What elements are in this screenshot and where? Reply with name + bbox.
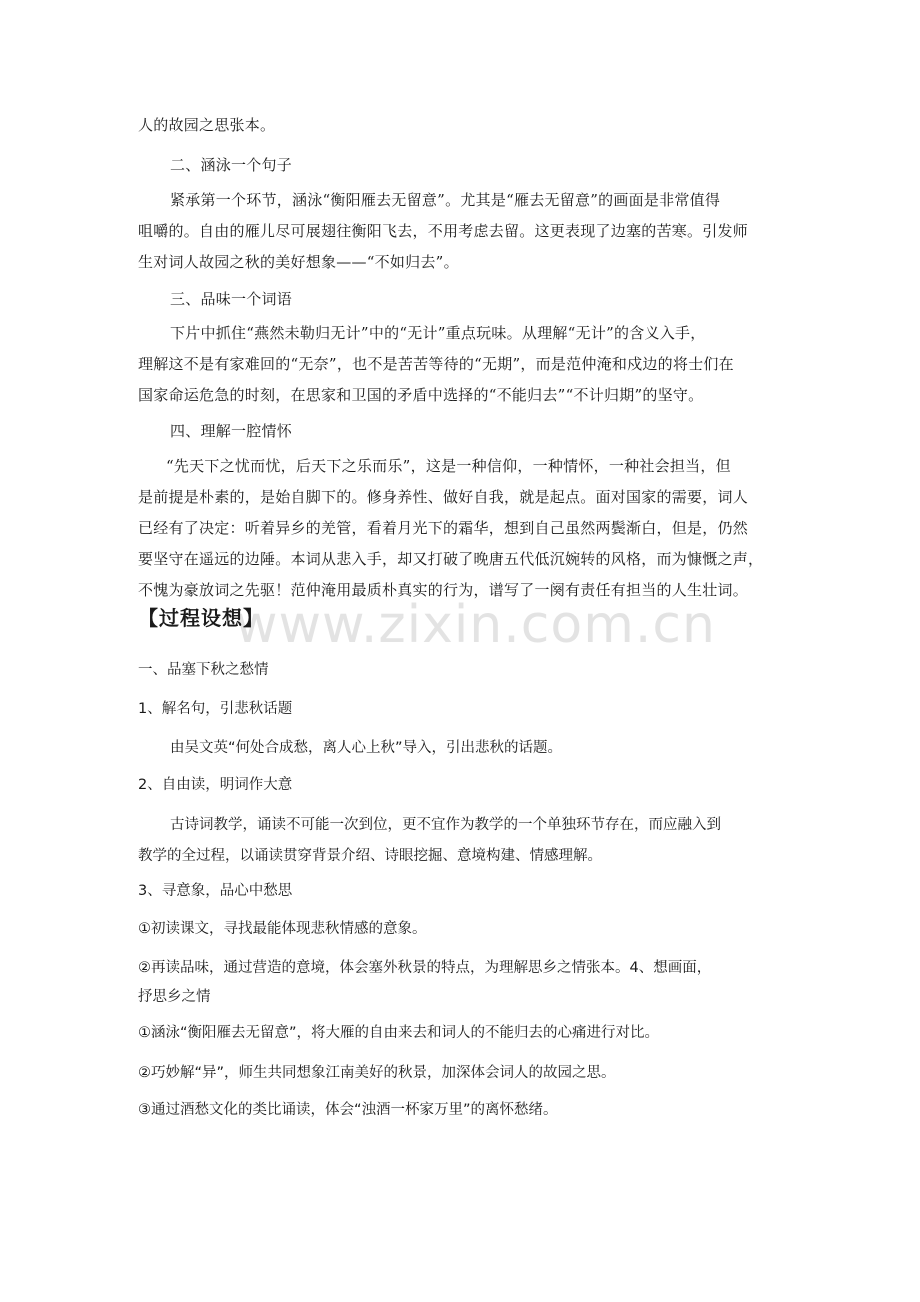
text-line: 三、品味一个词语 <box>170 290 293 308</box>
watermark: www.zixin.com.cn <box>235 595 716 655</box>
text-line: 不愧为豪放词之先驱！范仲淹用最质朴真实的行为，谱写了一阕有责任有担当的人生壮词。 <box>138 581 749 599</box>
text-line: 由吴文英“何处合成愁，离人心上秋”导入，引出悲秋的话题。 <box>170 740 563 756</box>
lower-item-3 <box>138 1018 786 1049</box>
lower-heading-1 <box>138 655 786 686</box>
lower-item-4 <box>138 1058 786 1089</box>
text-line: 已经有了决定：听着异乡的羌管，看着月光下的霜华，想到自己虽然两鬓渐白，但是，仍然 <box>138 519 749 537</box>
text-line: ①初读课文，寻找最能体现悲秋情感的意象。 <box>138 921 427 937</box>
text-line: 是前提是朴素的，是始自脚下的。修身养性、做好自我，就是起点。面对国家的需要，词人 <box>138 488 749 506</box>
lower-item-1 <box>138 914 786 945</box>
paragraph-2 <box>138 185 786 278</box>
text-line: 下片中抓住“燕然未勒归无计”中的“无计”重点玩味。从理解“无计”的含义入手， <box>170 324 706 342</box>
text-line: 二、涵泳一个句子 <box>170 156 293 174</box>
text-line: 3、寻意象，品心中愁思 <box>138 883 293 899</box>
lower-subheading-3 <box>138 876 786 907</box>
lower-subheading-2 <box>138 770 786 801</box>
text-line: 生对词人故园之秋的美好想象——“不如归去”。 <box>138 253 459 271</box>
text-line: ②巧妙解“异”，师生共同想象江南美好的秋景，加深体会词人的故园之思。 <box>138 1065 616 1081</box>
heading-4 <box>138 416 786 447</box>
text-line: 四、理解一腔情怀 <box>170 422 293 440</box>
text-line: 教学的全过程，以诵读贯穿背景介绍、诗眼挖掘、意境构建、情感理解。 <box>138 848 602 864</box>
paragraph-4 <box>138 451 786 606</box>
text-line: 国家命运危急的时刻，在思家和卫国的矛盾中选择的“不能归去”“不计归期”的坚守。 <box>138 386 704 404</box>
text-line: ③通过酒愁文化的类比诵读，体会“浊酒一杯家万里”的离怀愁绪。 <box>138 1102 558 1118</box>
paragraph-continuation <box>138 110 786 141</box>
lower-paragraph-2 <box>138 810 786 872</box>
text-line: “先天下之忧而忧，后天下之乐而乐”，这是一种信仰，一种情怀，一种社会担当，但 <box>166 457 731 475</box>
text-line: 紧承第一个环节，涵泳“衡阳雁去无留意”。尤其是“雁去无留意”的画面是非常值得 <box>170 191 721 209</box>
text-line: 抒思乡之情 <box>138 989 211 1005</box>
text-line: 2、自由读，明词作大意 <box>138 777 293 793</box>
text-line: 1、解名句，引悲秋话题 <box>138 701 293 717</box>
section-title: 【过程设想】 <box>138 606 264 630</box>
paragraph-3 <box>138 318 786 411</box>
text-line: ②再读品味，通过营造的意境，体会塞外秋景的特点，为理解思乡之情张本。4、想画面， <box>138 960 712 976</box>
lower-item-2 <box>138 953 786 1010</box>
text-line: ①涵泳“衡阳雁去无留意”，将大雁的自由来去和词人的不能归去的心痛进行对比。 <box>138 1025 660 1041</box>
text-line: 咀嚼的。自由的雁儿尽可展翅往衡阳飞去，不用考虑去留。这更表现了边塞的苦寒。引发师 <box>138 222 749 240</box>
lower-item-5 <box>138 1095 786 1126</box>
lower-paragraph-1 <box>138 733 786 764</box>
text-line: 人的故园之思张本。 <box>138 116 276 134</box>
lower-subheading-1 <box>138 694 786 725</box>
text-line: 一、品塞下秋之愁情 <box>138 662 269 678</box>
heading-3 <box>138 284 786 315</box>
text-line: 要坚守在遥远的边陲。本词从悲入手，却又打破了晚唐五代低沉婉转的风格，而为慷慨之声， <box>138 550 764 568</box>
text-line: 理解这不是有家难回的“无奈”，也不是苦苦等待的“无期”，而是范仲淹和戍边的将士们在 <box>138 355 734 373</box>
text-line: 古诗词教学，诵读不可能一次到位，更不宜作为教学的一个单独环节存在，而应融入到 <box>170 817 721 833</box>
heading-2 <box>138 150 786 181</box>
